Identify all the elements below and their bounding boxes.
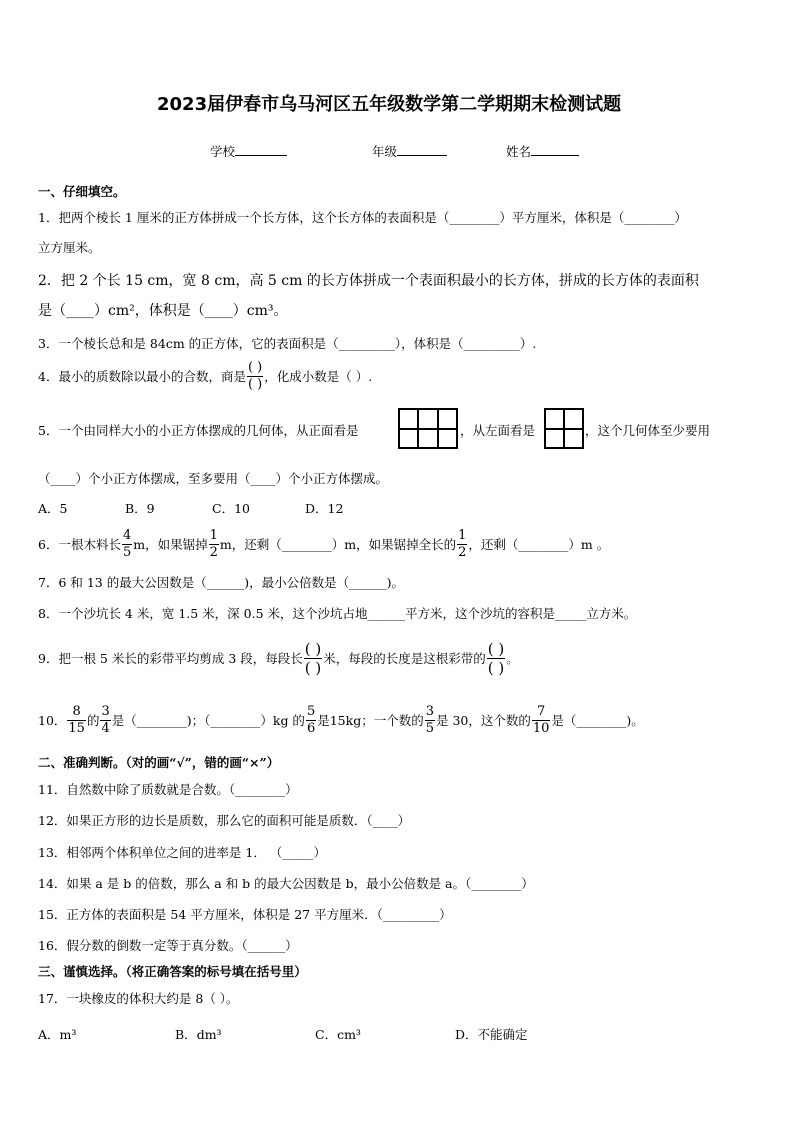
- q4-frac-den: ( ): [247, 376, 263, 392]
- q10-f2-den: 4: [101, 720, 110, 736]
- question-12: 12．如果正方形的边长是质数，那么它的面积可能是质数．（____）: [38, 813, 411, 828]
- q6-f1-den: 5: [122, 544, 132, 560]
- question-17: 17．一块橡皮的体积大约是 8（ ）。: [38, 991, 239, 1006]
- q6-f2-num: 1: [209, 527, 218, 543]
- question-7: 7．6 和 13 的最大公因数是（______)，最小公倍数是（______)。: [38, 575, 404, 590]
- q10-fraction-4: [425, 704, 435, 737]
- q6-f3-num: 1: [458, 527, 467, 543]
- front-view-figure: [398, 408, 458, 449]
- q10-fraction-3: [306, 704, 316, 737]
- question-5-line-2: （____）个小正方体摆成，至多要用（____）个小正方体摆成。: [38, 471, 389, 486]
- question-13: 13．相邻两个体积单位之间的进率是 1． （_____）: [38, 845, 327, 860]
- front-view-cell: [438, 409, 457, 429]
- q6-fraction-3: [457, 528, 467, 561]
- q17-option-d[interactable]: D．不能确定: [455, 1027, 528, 1042]
- question-5-line-1: [38, 421, 358, 439]
- q17-option-b-unit: dm³: [196, 1027, 222, 1042]
- q9-text-a: 9．把一根 5 米长的彩带平均剪成 3 段，每段长: [38, 651, 303, 666]
- q4-frac-num: ( ): [247, 359, 263, 375]
- section-1-heading: 一、仔细填空。: [38, 184, 126, 199]
- q4-text-a: 4．最小的质数除以最小的合数，商是: [38, 369, 246, 384]
- q10-text-e: 是 30，这个数的: [435, 713, 531, 728]
- q6-text-b: m，如果锯掉: [133, 537, 208, 552]
- q17-option-b[interactable]: [175, 1025, 222, 1043]
- q5-option-b[interactable]: B．9: [125, 501, 155, 516]
- q10-f3-den: 6: [306, 720, 316, 736]
- grade-field-wrap: [372, 142, 447, 160]
- left-view-cell: [545, 409, 564, 429]
- q5-text-a: 5．一个由同样大小的小正方体摆成的几何体，从正面看是: [38, 423, 359, 438]
- q6-fraction-2: [209, 528, 219, 561]
- front-view-cell: [418, 409, 437, 429]
- left-view-cell: [564, 429, 583, 449]
- q9-f1-den: ( ): [304, 658, 322, 677]
- q17-option-c-unit: cm³: [337, 1027, 361, 1042]
- name-field-wrap: [506, 142, 579, 160]
- q6-f1-num: 4: [122, 527, 132, 543]
- q10-f4-num: 3: [425, 703, 434, 719]
- grade-label: 年级: [372, 144, 398, 159]
- question-2-line-1: 2．把 2 个长 15 cm，宽 8 cm，高 5 cm 的长方体拼成一个表面积最小的长方体，拼成的长方体的表面积: [38, 273, 699, 289]
- name-field[interactable]: [531, 143, 579, 156]
- q9-f1-num: ( ): [304, 639, 322, 658]
- question-1-line-2: 立方厘米。: [38, 240, 101, 255]
- q9-text-b: 米，每段的长度是这根彩带的: [323, 651, 486, 666]
- name-label: 姓名: [506, 144, 532, 159]
- question-16: 16．假分数的倒数一定等于真分数。（______）: [38, 938, 298, 953]
- q9-text-c: 。: [506, 651, 519, 666]
- question-2-line-2: 是（____）cm²，体积是（____）cm³。: [38, 303, 288, 319]
- q5-option-c[interactable]: C．10: [212, 501, 250, 516]
- page-title: 2023届伊春市乌马河区五年级数学第二学期期末检测试题: [157, 94, 622, 115]
- q4-text-b: ，化成小数是（ ）.: [264, 369, 373, 384]
- q6-text-d: ，还剩（________）m 。: [468, 537, 610, 552]
- q6-f2-den: 2: [209, 544, 218, 560]
- q10-fraction-1: [67, 704, 86, 737]
- question-4: [38, 356, 372, 396]
- q17-option-c-label: C．: [315, 1027, 338, 1042]
- q4-fraction: [247, 360, 263, 393]
- question-10: [38, 700, 644, 740]
- left-view-cell: [564, 409, 583, 429]
- front-view-cell: [418, 429, 437, 449]
- q9-f2-den: ( ): [487, 658, 505, 677]
- front-view-cell: [438, 429, 457, 449]
- question-9: [38, 636, 519, 680]
- section-3-heading: 三、谨慎选择。（将正确答案的标号填在括号里）: [38, 964, 307, 979]
- q10-f2-num: 3: [101, 703, 110, 719]
- front-view-cell: [399, 409, 418, 429]
- q6-f3-den: 2: [458, 544, 467, 560]
- q10-f4-den: 5: [425, 720, 434, 736]
- school-field[interactable]: [235, 143, 287, 156]
- q5-text-c: ，这个几何体至少要用: [585, 423, 711, 438]
- school-label: 学校: [210, 144, 236, 159]
- q10-f5-num: 7: [537, 703, 546, 719]
- q17-option-a[interactable]: [38, 1025, 76, 1043]
- question-1-line-1: 1．把两个棱长 1 厘米的正方体拼成一个长方体，这个长方体的表面积是（________）平方厘米，体积是（________）: [38, 210, 687, 225]
- question-14: 14．如果 a 是 b 的倍数，那么 a 和 b 的最大公因数是 b，最小公倍数是 a。（________）: [38, 876, 534, 891]
- q17-option-b-label: B．: [175, 1027, 197, 1042]
- q17-option-a-unit: m³: [59, 1027, 77, 1042]
- question-3: 3．一个棱长总和是 84cm 的正方体，它的表面积是（_________），体积是（_________）.: [38, 336, 537, 351]
- grade-field[interactable]: [397, 143, 447, 156]
- q10-fraction-2: [100, 704, 110, 737]
- q17-option-a-label: A．: [38, 1027, 60, 1042]
- left-view-cell: [545, 429, 564, 449]
- q10-f5-den: 10: [532, 720, 550, 736]
- front-view-cell: [399, 429, 418, 449]
- q10-text-f: 是（________)。: [551, 713, 644, 728]
- q10-fraction-5: [532, 704, 551, 737]
- q6-text-c: m，还剩（________）m，如果锯掉全长的: [219, 537, 457, 552]
- question-6: [38, 524, 609, 564]
- section-2-heading: 二、准确判断。（对的画“√”，错的画“×”）: [38, 755, 280, 770]
- question-15: 15．正方体的表面积是 54 平方厘米，体积是 27 平方厘米．（_________）: [38, 907, 452, 922]
- q10-text-c: 是（________)；（________）kg 的: [111, 713, 305, 728]
- q5-option-a[interactable]: A．5: [38, 501, 68, 516]
- q5-text-b: ，从左面看是: [460, 423, 536, 438]
- q6-fraction-1: [122, 528, 132, 561]
- header-fields: [210, 142, 287, 160]
- q10-text-b: 的: [86, 713, 100, 728]
- q17-option-c[interactable]: [315, 1025, 361, 1043]
- q10-text-d: 是15kg；一个数的: [317, 713, 424, 728]
- q10-f1-num: 8: [72, 703, 81, 719]
- q9-f2-num: ( ): [487, 639, 505, 658]
- q10-text-a: 10．: [38, 713, 67, 728]
- q6-text-a: 6．一根木料长: [38, 537, 121, 552]
- q9-fraction-1: [304, 640, 322, 677]
- left-view-figure: [544, 408, 584, 449]
- q9-fraction-2: [487, 640, 505, 677]
- q10-f3-num: 5: [306, 703, 316, 719]
- question-11: 11．自然数中除了质数就是合数。（________）: [38, 782, 298, 797]
- question-8: 8．一个沙坑长 4 米，宽 1.5 米，深 0.5 米，这个沙坑占地______平方米，这个沙坑的容积是_____立方米。: [38, 606, 637, 621]
- q5-option-d[interactable]: D．12: [305, 501, 344, 516]
- q10-f1-den: 15: [68, 720, 85, 736]
